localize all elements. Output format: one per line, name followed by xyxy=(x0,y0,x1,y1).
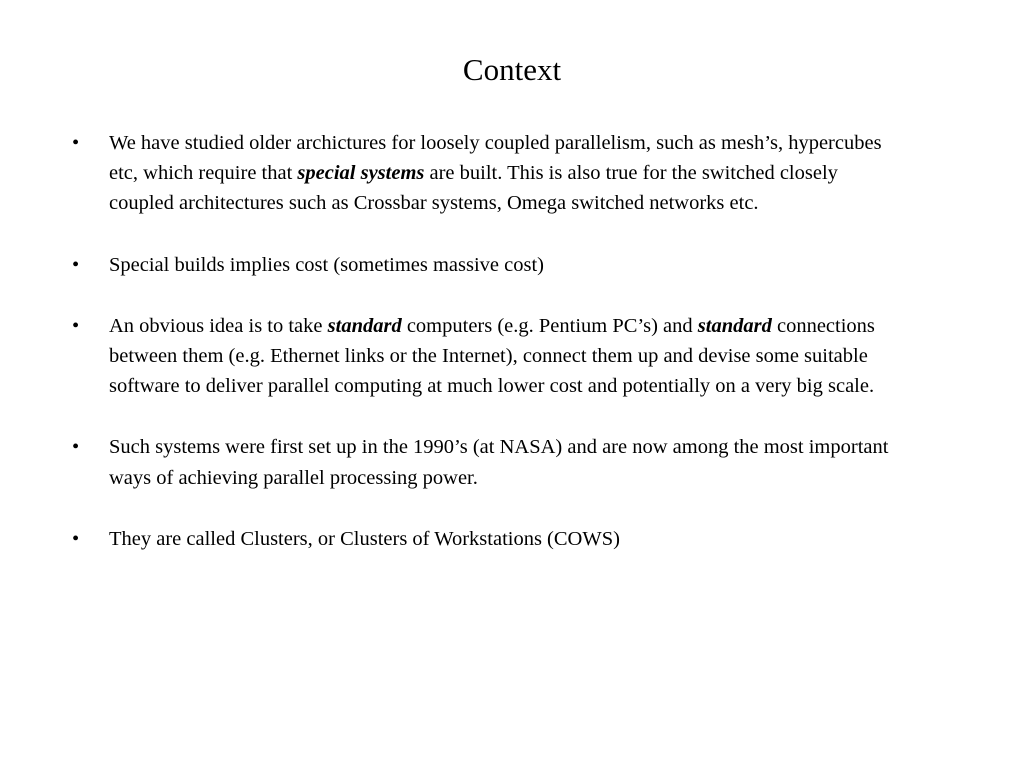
bullet-item xyxy=(72,524,902,554)
bullet-symbol: • xyxy=(72,132,80,154)
text-run: connections between them (e.g. Ethernet links or the Internet), connect them up and devise some suitable software to deliver parallel computing at much lower cost and potentially on a very big scale. xyxy=(109,314,875,398)
bullet-symbol: • xyxy=(72,314,80,337)
emphasis-text: standard xyxy=(697,314,772,337)
bullet-symbol: • xyxy=(72,253,80,276)
bullet-text xyxy=(109,132,882,214)
bullet-symbol: • xyxy=(72,527,80,550)
text-run: Such systems were first set up in the 1990’s (at NASA) and are now among the most important ways of achieving parallel processing power. xyxy=(109,436,889,489)
text-run: They are called Clusters, or Clusters of Workstations (COWS) xyxy=(109,527,620,550)
bullet-item xyxy=(72,128,902,219)
text-run: computers (e.g. Pentium PC’s) and xyxy=(401,314,698,337)
bullet-text xyxy=(109,436,888,488)
text-run: are built. This is also true for the switched closely coupled architectures such as Crossbar systems, Omega switched networks etc. xyxy=(109,162,838,215)
bullet-symbol: • xyxy=(72,436,80,459)
bullet-item xyxy=(72,250,902,280)
bullet-list xyxy=(72,128,902,585)
bullet-text xyxy=(109,528,620,550)
text-run: Special builds implies cost (sometimes massive cost) xyxy=(109,253,544,276)
slide-title: Context xyxy=(462,52,562,87)
bullet-text xyxy=(109,315,875,397)
emphasis-text: special systems xyxy=(297,162,425,185)
text-run: An obvious idea is to take xyxy=(109,314,328,337)
bullet-item xyxy=(72,311,902,402)
bullet-text xyxy=(109,254,544,276)
emphasis-text: standard xyxy=(327,314,402,337)
bullet-item xyxy=(72,432,902,492)
text-run: We have studied older archictures for loosely coupled parallelism, such as mesh’s, hypercubes etc, which require that xyxy=(109,132,882,185)
